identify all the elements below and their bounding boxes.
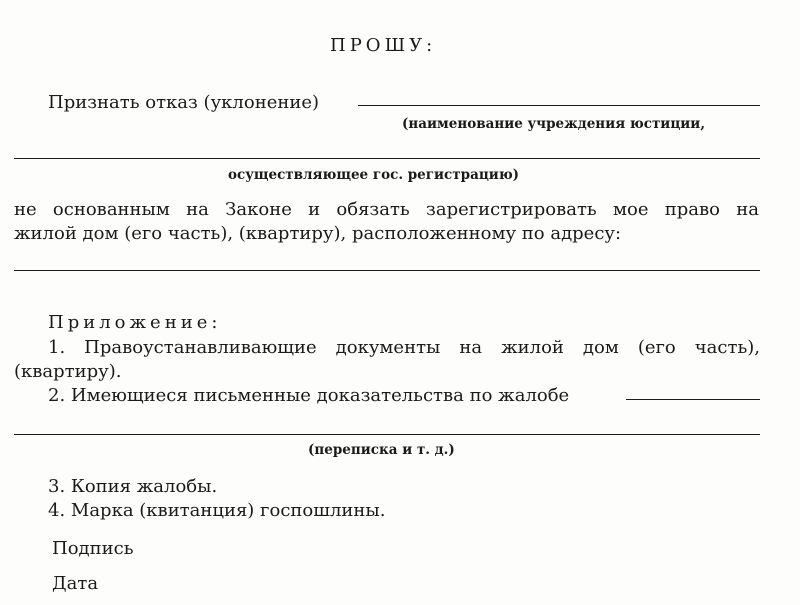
attachment-item-3: 3. Копия жалобы. [48,476,218,497]
institution-blank-line [358,105,760,106]
body-line-2: жилой дом (его часть), (квартиру), расположенному по адресу: [14,223,622,244]
registration-caption: осуществляющее гос. регистрацию) [228,167,520,183]
attachment-item-1-line-2: (квартиру). [14,361,122,382]
attachment-item-4: 4. Марка (квитанция) госпошлины. [48,500,386,521]
evidence-blank-line-1 [626,399,760,400]
date-label: Дата [52,573,99,594]
attachment-item-1-line-1: 1. Правоустанавливающие документы на жилой дом (его часть), [48,337,760,358]
heading-proshu: ПРОШУ: [330,35,437,56]
address-blank-line [14,270,760,271]
request-start-text: Признать отказ (уклонение) [48,92,320,113]
signature-label: Подпись [52,538,134,559]
evidence-blank-line-2 [14,434,760,435]
correspondence-caption: (переписка и т. д.) [308,442,455,458]
attachment-item-2: 2. Имеющиеся письменные доказательства по жалобе [48,385,570,406]
registration-blank-line [14,158,760,159]
institution-caption: (наименование учреждения юстиции, [402,116,706,132]
body-line-1: не основанным на Законе и обязать зарегистрировать мое право на [14,199,759,220]
attachments-heading: Приложение: [48,312,222,333]
